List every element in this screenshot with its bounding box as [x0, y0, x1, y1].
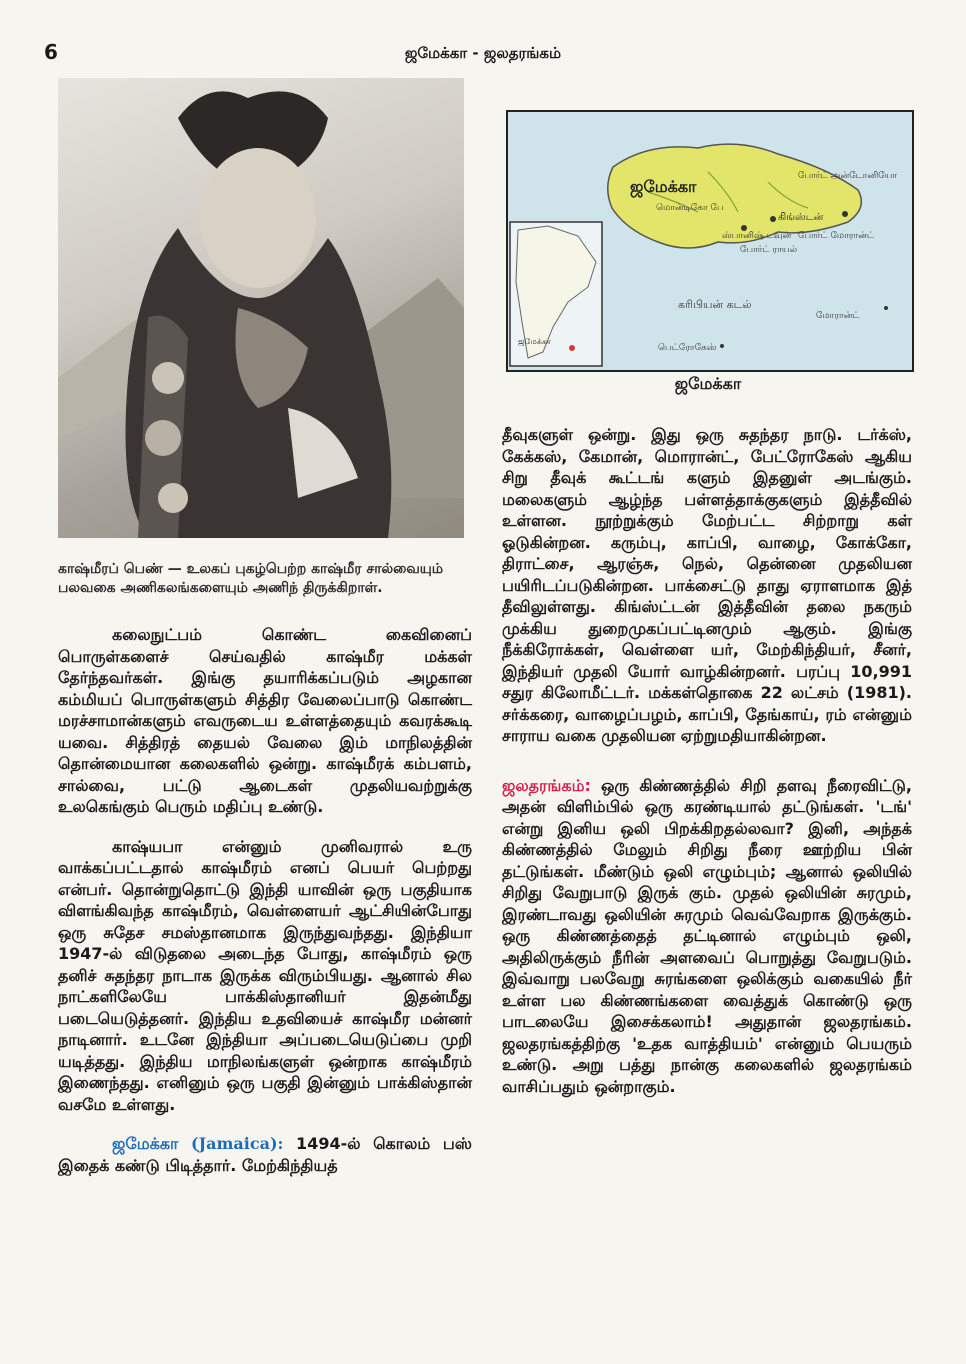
photo-caption: காஷ்மீரப் பெண் — உலகப் புகழ்பெற்ற காஷ்மீர சால்வையும் பலவகை அணிகலங்களையும் அணிந் திருக்கிறாள். — [58, 561, 444, 596]
jamaica-intro-text: 1494-ல் கொலம் பஸ் இதைக் கண்டு பிடித்தார். மேற்கிந்தியத் — [58, 1134, 472, 1175]
jalatharangam-text: ஒரு கிண்ணத்தில் சிறி தளவு நீரைவிட்டு, அதன் விளிம்பில் ஒரு கரண்டியால் தட்டுங்கள். 'டங்' என்று இனிய ஒலி பிறக்கிறதல்லவா? இனி, அந்தக் கிண்ணத்தில் மேலும் சிறிது நீரை ஊற்றிய பின் தட்டுங்கள். மீண்டும் ஒலி எழும்பும்; ஆனால் ஒலியில் சிறிது வேறுபாடு இருக் கும். முதல் ஒலியின் சுரமும், இரண்டாவது ஒலியின் சுரமும் வெவ்வேறாக இருக்கும். ஒரு கிண்ணத்தைத் தட்டினால் எழும்பும் ஒலி, அதிலிருக்கும் நீரின் அளவைப் பொறுத்து வேறுபடும். இவ்வாறு பலவேறு சுரங்களை ஒலிக்கும் வகையில் நீர் உள்ள பல கிண்ணங்களை வைத்துக் கொண்டு ஒரு பாடலையே இசைக்கலாம்! அதுதான் ஜலதரங்கம். ஜலதரங்கத்திற்கு 'உதக வாத்தியம்' என்னும் பெயரும் உண்டு. அறு பத்து நான்கு கலைகளில் ஜலதரங்கம் வாசிப்பதும் ஒன்றாகும். — [502, 775, 912, 1096]
map-label-kingston: கிங்ஸ்டன் — [778, 212, 824, 223]
map-caption: ஜமேக்கா — [674, 374, 742, 393]
jamaica-map — [506, 110, 914, 372]
map-label-caribbean-sea: கரிபியன் கடல் — [678, 298, 752, 311]
jalatharangam-paragraph — [502, 775, 912, 1098]
jamaica-intro-paragraph — [58, 1133, 472, 1176]
map-label-port-morant: போர்ட் மோரான்ட் — [798, 231, 875, 241]
map-label-port-royal: போர்ட் ராயல் — [740, 245, 798, 255]
kashmir-crafts-paragraph: கலைநுட்பம் கொண்ட கைவினைப் பொருள்களைச் செய்வதில் காஷ்மீர மக்கள் தேர்ந்தவர்கள். இங்கு தயாரிக்கப்படும் அழகான கம்மியப் பொருள்களும் சித்திர வேலைப்பாடு கொண்ட மரச்சாமான்களும் எவருடைய உள்ளத்தையும் கவரக்கூடி யவை. சித்திரத் தையல் வேலை இம் மாநிலத்தின் தொன்மையான கலைகளில் ஒன்று. காஷ்மீரக் கம்பளம், சால்வை, பட்டு ஆடைகள் முதலியவற்றுக்கு உலகெங்கும் பெரும் மதிப்பு உண்டு. — [58, 625, 472, 816]
map-country-label: ஜமேக்கா — [630, 177, 697, 196]
jamaica-heading: ஜமேக்கா (Jamaica): — [112, 1134, 284, 1153]
running-head: ஜமேக்கா - ஜலதரங்கம் — [404, 44, 562, 62]
map-label-montego: மொன்டிகோ பே — [656, 203, 724, 213]
map-label-pedro: பெட்ரோகேஸ் — [658, 343, 717, 353]
left-column — [58, 624, 472, 1176]
page-number: 6 — [44, 40, 58, 64]
jalatharangam-heading: ஜலதரங்கம்: — [502, 775, 591, 795]
jamaica-details-paragraph: தீவுகளுள் ஒன்று. இது ஒரு சுதந்தர நாடு. டர்க்ஸ், கேக்கஸ், கேமான், மொரான்ட், பேட்ரோகேஸ் ஆகிய சிறு தீவுக் கூட்டங் களும் இதனுள் அடங்கும். மலைகளும் ஆழ்ந்த பள்ளத்தாக்குகளும் இத்தீவில் உள்ளன. நூற்றுக்கும் மேற்பட்ட சிற்றாறு கள் ஓடுகின்றன. கரும்பு, காப்பி, வாழை, கோக்கோ, திராட்சை, ஆரஞ்சு, நெல், தென்னை முதலியன பயிரிடப்படுகின்றன. பாக்சைட்டு தாது ஏராளமாக இத் தீவிலுள்ளது. கிங்ஸ்ட்டன் இத்தீவின் தலை நகரும் முக்கிய துறைமுகப்பட்டினமும் ஆகும். இங்கு நீக்கிரோக்கள், வெள்ளை யர், மேற்கிந்தியர், சீனர், இந்தியர் முதலி யோர் வாழ்கின்றனர். பரப்பு 10,991 சதுர கிலோமீட்டர். மக்கள்தொகை 22 லட்சம் (1981). சர்க்கரை, வாழைப்பழம், காப்பி, தேங்காய், ரம் என்னும் சாராய வகை முதலியன ஏற்றுமதியாகின்றன. — [502, 425, 912, 745]
map-label-port-antonio: போர்ட் அன்டோனியோ — [798, 171, 898, 181]
map-label-spanish-town: ஸ்பானிஷ் டவுன் — [722, 231, 792, 241]
map-label-morant: மோரான்ட் — [816, 311, 860, 321]
kashmiri-woman-photo — [58, 78, 464, 538]
right-column — [502, 424, 912, 1097]
inset-label: ஜமேக்கா — [518, 337, 552, 346]
kashmir-history-paragraph: காஷ்யபா என்னும் முனிவரால் உரு வாக்கப்பட்டதால் காஷ்மீரம் எனப் பெயர் பெற்றது என்பர். தொன்றுதொட்டு இந்தி யாவின் ஒரு பகுதியாக விளங்கிவந்த காஷ்மீரம், வெள்ளையர் ஆட்சியின்போது ஒரு சுதேச சமஸ்தானமாக இருந்துவந்தது. இந்தியா 1947-ல் விடுதலை அடைந்த போது, காஷ்மீரம் ஒரு தனிச் சுதந்தர நாடாக இருக்க விரும்பியது. ஆனால் சில நாட்களிலேயே பாக்கிஸ்தானியர் இதன்மீது படையெடுத்தனர். இந்திய உதவியைச் காஷ்மீர மன்னர் நாடினார். உடனே இந்தியா அப்படையெடுப்பை முறி யடித்தது. இந்திய மாநிலங்களுள் ஒன்றாக காஷ்மீரம் இணைந்தது. எனினும் ஒரு பகுதி இன்னும் பாக்கிஸ்தான் வசமே உள்ளது. — [58, 836, 472, 1114]
